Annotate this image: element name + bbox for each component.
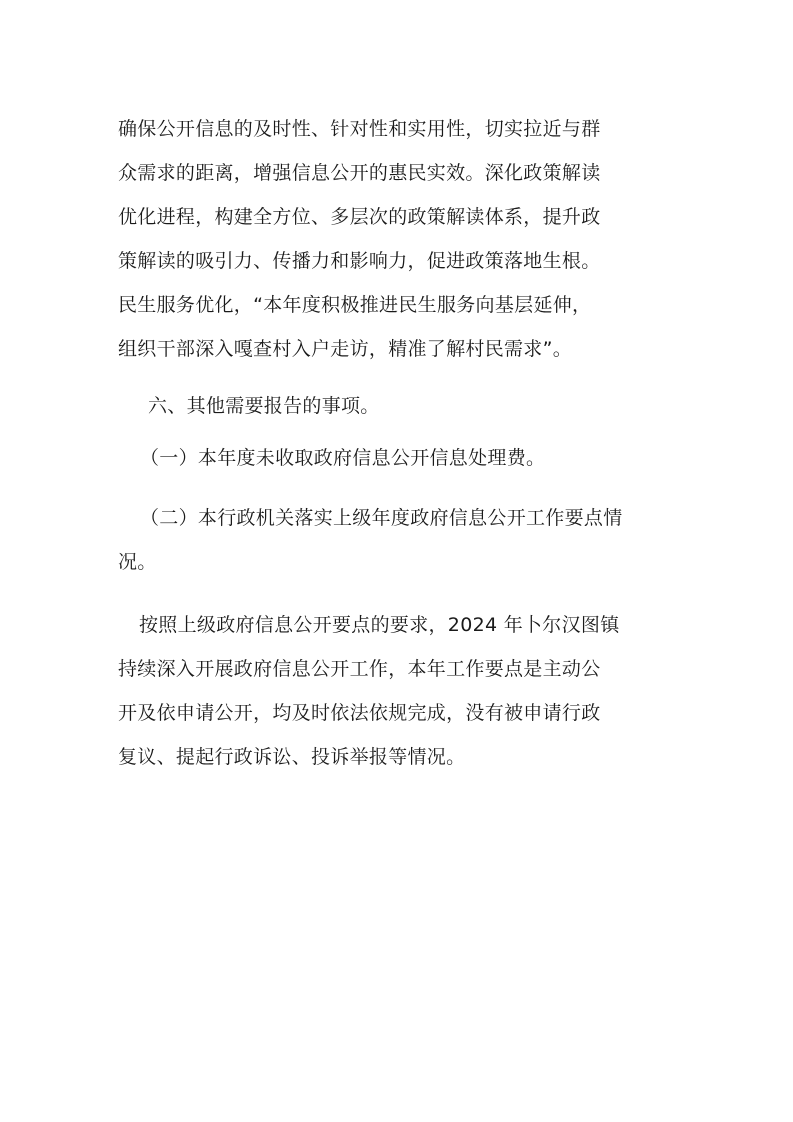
section-6-heading: 六、其他需要报告的事项。	[148, 395, 380, 417]
text-line: 策解读的吸引力、传播力和影响力，促进政策落地生根。	[118, 250, 601, 272]
text-line: 况。	[118, 551, 157, 573]
text-line: 持续深入开展政府信息公开工作，本年工作要点是主动公	[118, 658, 601, 680]
item-2-work-points	[118, 496, 678, 584]
text-line: 复议、提起行政诉讼、投诉举报等情况。	[118, 746, 466, 768]
paragraph-policy-interpretation	[118, 107, 678, 371]
text-line: 民生服务优化，“本年度积极推进民生服务向基层延伸，	[118, 294, 592, 316]
text-line: （二）本行政机关落实上级年度政府信息公开工作要点情	[140, 507, 623, 529]
text-line: 众需求的距离，增强信息公开的惠民实效。深化政策解读	[118, 162, 601, 184]
text-line: 优化进程，构建全方位、多层次的政策解读体系，提升政	[118, 206, 601, 228]
text-line: 确保公开信息的及时性、针对性和实用性，切实拉近与群	[118, 118, 601, 140]
item-1-processing-fee: （一）本年度未收取政府信息公开信息处理费。	[140, 447, 546, 469]
text-line: 按照上级政府信息公开要点的要求，2024 年卜尔汉图镇	[139, 614, 620, 636]
document-body	[118, 107, 678, 779]
text-line: 组织干部深入嘎查村入户走访，精准了解村民需求”。	[118, 338, 573, 360]
text-line: 开及依申请公开，均及时依法依规完成，没有被申请行政	[118, 702, 601, 724]
paragraph-work-summary	[118, 603, 678, 779]
